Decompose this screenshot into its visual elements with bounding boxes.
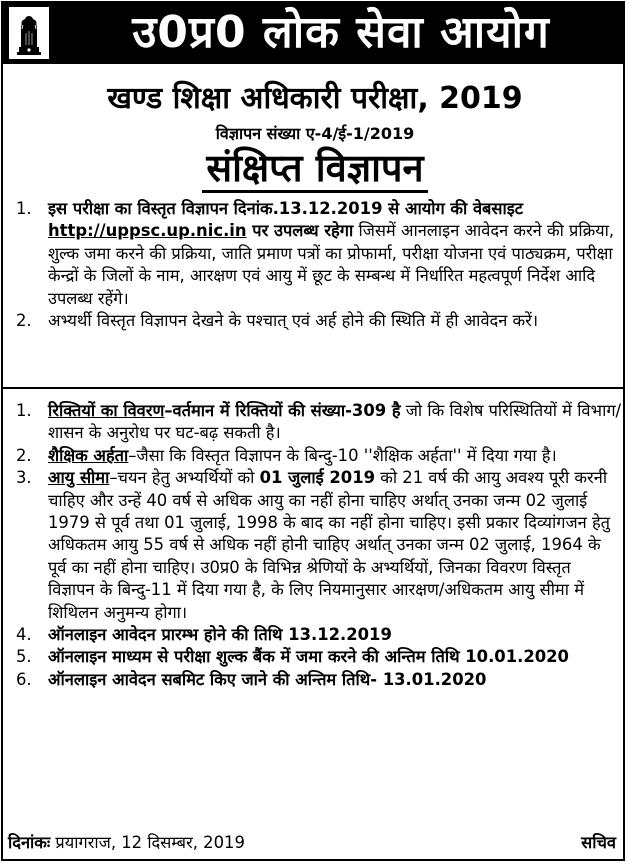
list-item [10, 400, 622, 445]
organization-name: उ0प्र0 लोक सेवा आयोग [132, 7, 550, 58]
advertisement-number: विज्ञापन संख्या ए-4/ई-1/2019 [215, 124, 415, 143]
state-emblem-icon [9, 7, 49, 59]
item-bold-tail: पर उपलब्ध रहेगा [246, 221, 354, 241]
item-text: को 21 वर्ष की आयु अवश्य पूरी करनी चाहिए और उन्हें 40 वर्ष से अधिक आयु का नहीं होना चाहिए अर्थात् उनका जन्म 02 जुलाई 1979 से पूर्व तथा 01 जुलाई, 1998 के बाद का नहीं होना चाहिए। इसी प्रकार दिव्यांगजन हेतु अधिकतम आयु 55 वर्ष से अधिक नहीं होनी चाहिए अर्थात् उनका जन्म 02 जुलाई, 1964 के पूर्व का नहीं होना चाहिए। उ0प्र0 के विभिन्न श्रेणियों के अभ्यर्थियों, जिनका विवरण विस्तृत विज्ञापन के बिन्दु-11 में दिया गया है, के लिए नियमानुसार आरक्षण/अधिकतम आयु सीमा में शिथिलन अनुमन्य होगा। [48, 468, 611, 622]
exam-title: खण्ड शिक्षा अधिकारी परीक्षा, 2019 [107, 81, 523, 116]
item-number: 2. [16, 445, 32, 465]
header-banner [3, 3, 623, 64]
item-number: 6. [16, 669, 32, 689]
notice-heading-wrap [0, 146, 630, 193]
item-bold-date: 01 जुलाई 2019 [259, 468, 376, 488]
website-link[interactable]: http://uppsc.up.nic.in [48, 221, 247, 241]
item-label: शैक्षिक अर्हता [48, 445, 129, 465]
item-number: 3. [16, 468, 32, 488]
list-item [10, 646, 622, 668]
detail-points-list [10, 400, 622, 691]
list-item [10, 669, 622, 691]
section-divider [3, 387, 623, 389]
item-number: 4. [16, 625, 32, 645]
list-item [10, 310, 622, 332]
item-bold-text: –वर्तमान में रिक्तियों की संख्या-309 है [164, 401, 401, 420]
item-label: रिक्तियों का विवरण [48, 401, 165, 420]
item-text: –जैसा कि विस्तृत विज्ञापन के बिन्दु-10 ''शैक्षिक अर्हता'' में दिया गया है। [128, 445, 557, 465]
item-text: अभ्यर्थी विस्तृत विज्ञापन देखने के पश्चात् एवं अर्ह होने की स्थिति में ही आवेदन करें। [48, 311, 539, 331]
item-number: 1. [16, 401, 32, 420]
item-bold-text: ऑनलाइन आवेदन सबमिट किए जाने की अन्तिम तिथि- 13.01.2020 [48, 669, 487, 689]
list-item [10, 198, 622, 310]
item-number: 5. [16, 647, 32, 667]
item-lead-text: इस परीक्षा का विस्तृत विज्ञापन दिनांक.13.12.2019 से आयोग की वेबसाइट [48, 199, 524, 218]
item-text: –चयन हेतु अभ्यर्थियों को [109, 468, 260, 488]
item-text: जिसमें आनलाइन आवेदन करने की प्रक्रिया, शुल्क जमा करने की प्रक्रिया, जाति प्रमाण पत्रों का प्रोफार्मा, परीक्षा योजना एवं पाठ्यक्रम, परीक्षा केन्द्रों के जिलों के नाम, आरक्षण एवं आयु में छूट के सम्बन्ध में निर्धारित महत्वपूर्ण निर्देश आदि उपलब्ध रहेंगे। [48, 221, 615, 308]
item-bold-text: ऑनलाइन आवेदन प्रारम्भ होने की तिथि 13.12.2019 [48, 625, 392, 645]
date-label: दिनांकः [8, 833, 51, 852]
item-text: जो कि विशेष परिस्थितियों में विभाग/शासन के अनुरोध पर घट-बढ़ सकती है। [48, 401, 622, 443]
list-item [10, 624, 622, 646]
signatory: सचिव [581, 833, 616, 852]
item-label: आयु सीमा [48, 468, 110, 488]
item-number: 1. [16, 199, 32, 218]
list-item [10, 467, 622, 624]
notice-heading: संक्षिप्त विज्ञापन [202, 146, 427, 193]
general-points-list [10, 198, 622, 332]
list-item [10, 445, 622, 467]
item-bold-text: ऑनलाइन माध्यम से परीक्षा शुल्क बैंक में जमा करने की अन्तिम तिथि 10.01.2020 [48, 647, 569, 667]
footer [8, 832, 618, 854]
date-value: प्रयागराज, 12 दिसम्बर, 2019 [50, 833, 245, 852]
item-number: 2. [16, 311, 32, 331]
